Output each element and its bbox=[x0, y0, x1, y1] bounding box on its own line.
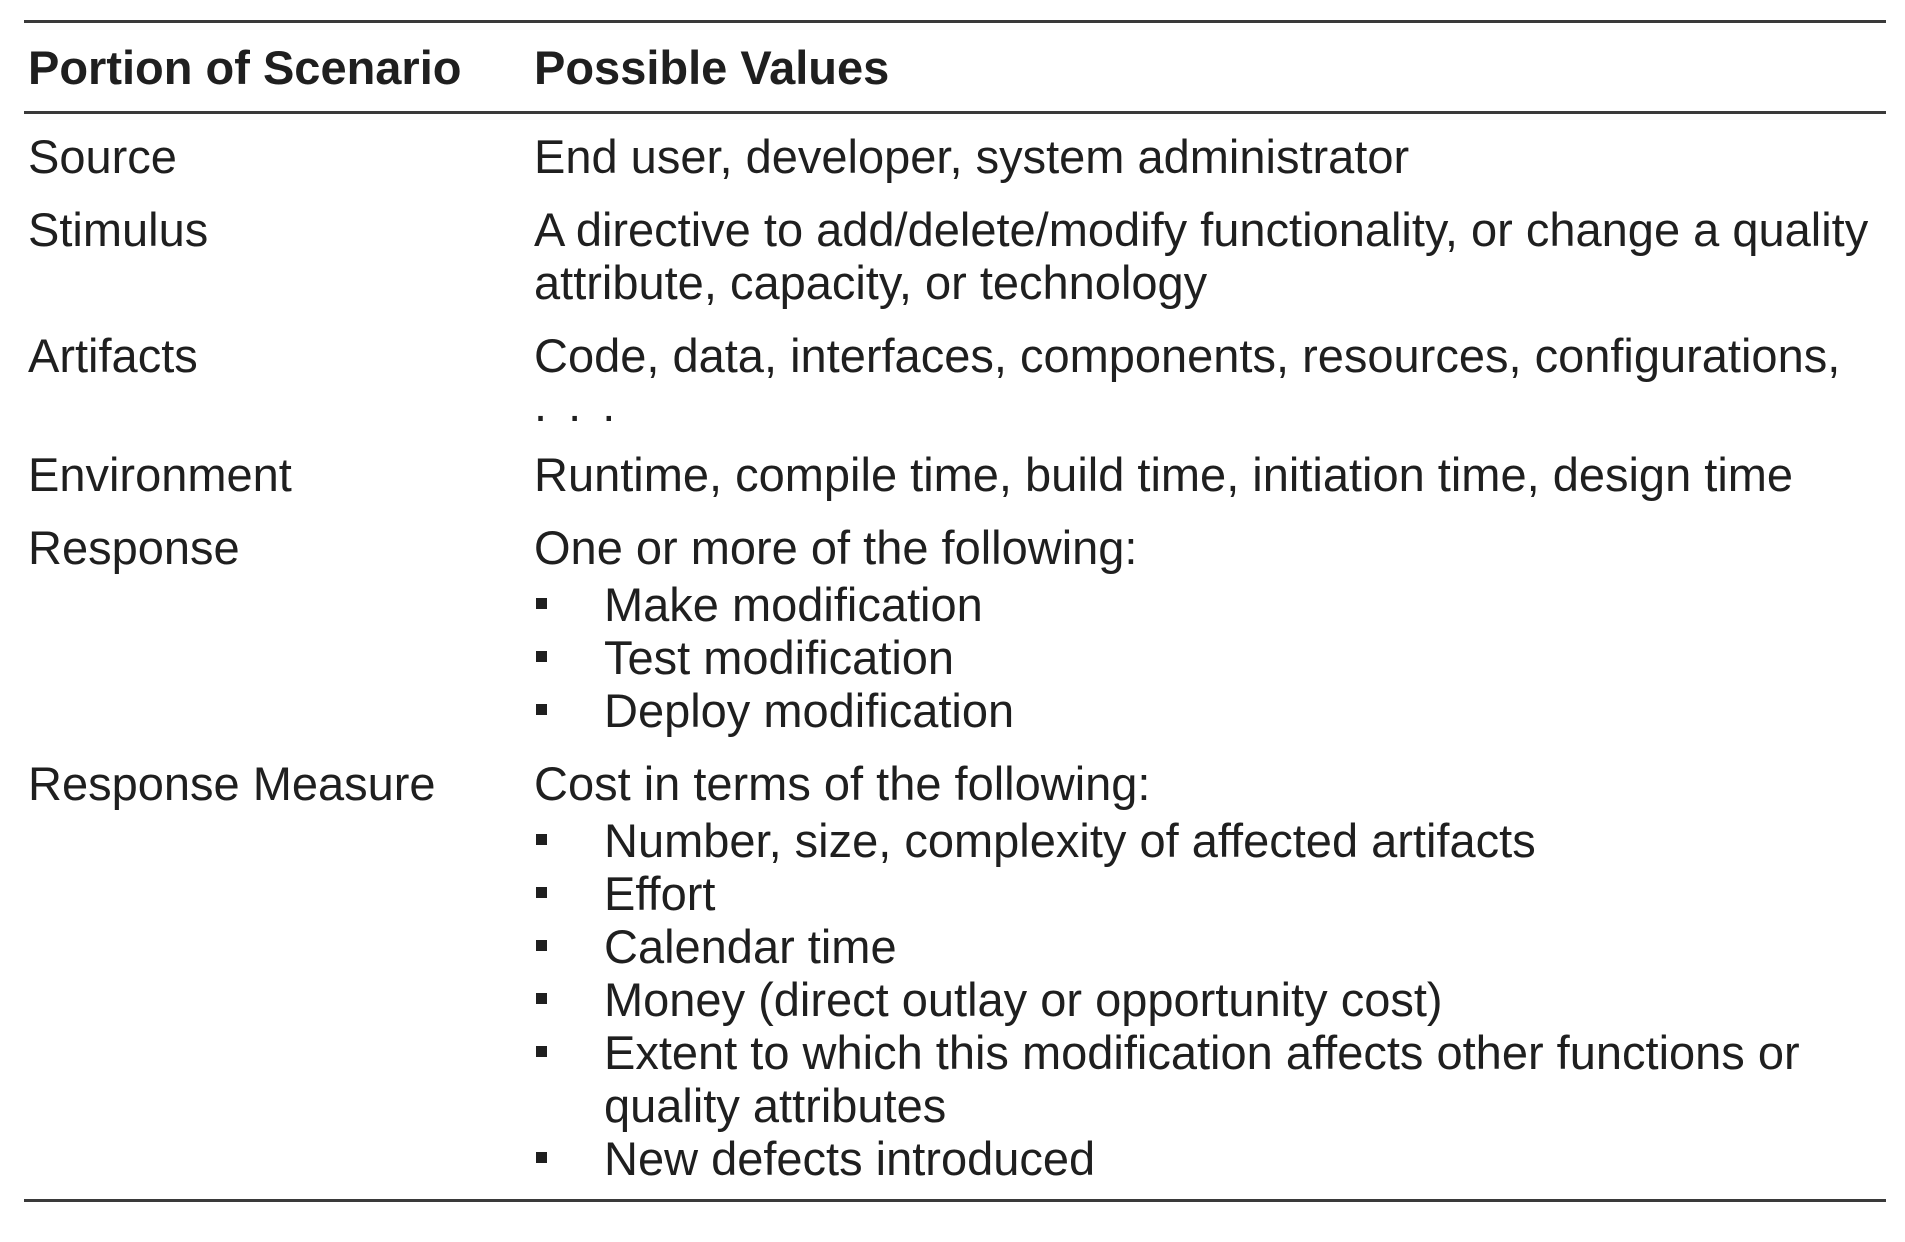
row-portion: Response bbox=[28, 521, 240, 574]
table-row bbox=[24, 747, 1886, 1201]
square-bullet-icon bbox=[536, 940, 547, 951]
row-value-continuation: . . . bbox=[534, 378, 620, 431]
list-item-text: Effort bbox=[604, 867, 716, 920]
list-item-text: Make modification bbox=[604, 578, 983, 631]
row-value-intro: One or more of the following: bbox=[534, 521, 1138, 574]
table-row bbox=[24, 113, 1886, 194]
list-item-text: Test modification bbox=[604, 631, 955, 684]
row-portion: Stimulus bbox=[28, 203, 209, 256]
row-portion: Environment bbox=[28, 448, 292, 501]
table-row bbox=[24, 438, 1886, 511]
list-item-text: Calendar time bbox=[604, 920, 897, 973]
square-bullet-icon bbox=[536, 887, 547, 898]
row-portion: Source bbox=[28, 130, 177, 183]
row-value-intro: Cost in terms of the following: bbox=[534, 757, 1151, 810]
list-item-text: New defects introduced bbox=[604, 1132, 1096, 1185]
list-item-text: Extent to which this modification affects other functions or quality attributes bbox=[604, 1026, 1800, 1132]
row-value: A directive to add/delete/modify functionality, or change a quality attribute, capacity, or technology bbox=[534, 203, 1869, 309]
row-portion: Response Measure bbox=[28, 757, 436, 810]
square-bullet-icon bbox=[536, 993, 547, 1004]
row-value-cell bbox=[518, 319, 1886, 438]
list-item-text: Number, size, complexity of affected artifacts bbox=[604, 814, 1536, 867]
table-row bbox=[24, 511, 1886, 747]
table-header-row bbox=[24, 22, 1886, 113]
square-bullet-icon bbox=[536, 834, 547, 845]
row-value: Code, data, interfaces, components, resources, configurations, bbox=[534, 329, 1841, 382]
scenario-table-container bbox=[24, 20, 1886, 1202]
list-item bbox=[534, 1132, 1886, 1185]
row-value: Runtime, compile time, build time, initiation time, design time bbox=[534, 448, 1794, 501]
header-values: Possible Values bbox=[534, 41, 890, 94]
list-item bbox=[534, 973, 1886, 1026]
list-item bbox=[534, 684, 1886, 737]
header-portion: Portion of Scenario bbox=[28, 41, 462, 94]
square-bullet-icon bbox=[536, 1152, 547, 1163]
row-portion: Artifacts bbox=[28, 329, 198, 382]
row-value-cell bbox=[518, 747, 1886, 1201]
square-bullet-icon bbox=[536, 1046, 547, 1057]
list-item bbox=[534, 578, 1886, 631]
row-value-cell bbox=[518, 511, 1886, 747]
square-bullet-icon bbox=[536, 704, 547, 715]
list-item-text: Money (direct outlay or opportunity cost) bbox=[604, 973, 1443, 1026]
bullet-list bbox=[534, 578, 1886, 737]
row-value: End user, developer, system administrator bbox=[534, 130, 1410, 183]
list-item bbox=[534, 631, 1886, 684]
square-bullet-icon bbox=[536, 651, 547, 662]
list-item-text: Deploy modification bbox=[604, 684, 1015, 737]
list-item bbox=[534, 1026, 1886, 1132]
list-item bbox=[534, 867, 1886, 920]
table-row bbox=[24, 193, 1886, 319]
list-item bbox=[534, 814, 1886, 867]
scenario-table bbox=[24, 20, 1886, 1202]
list-item bbox=[534, 920, 1886, 973]
square-bullet-icon bbox=[536, 598, 547, 609]
bullet-list bbox=[534, 814, 1886, 1185]
table-row bbox=[24, 319, 1886, 438]
